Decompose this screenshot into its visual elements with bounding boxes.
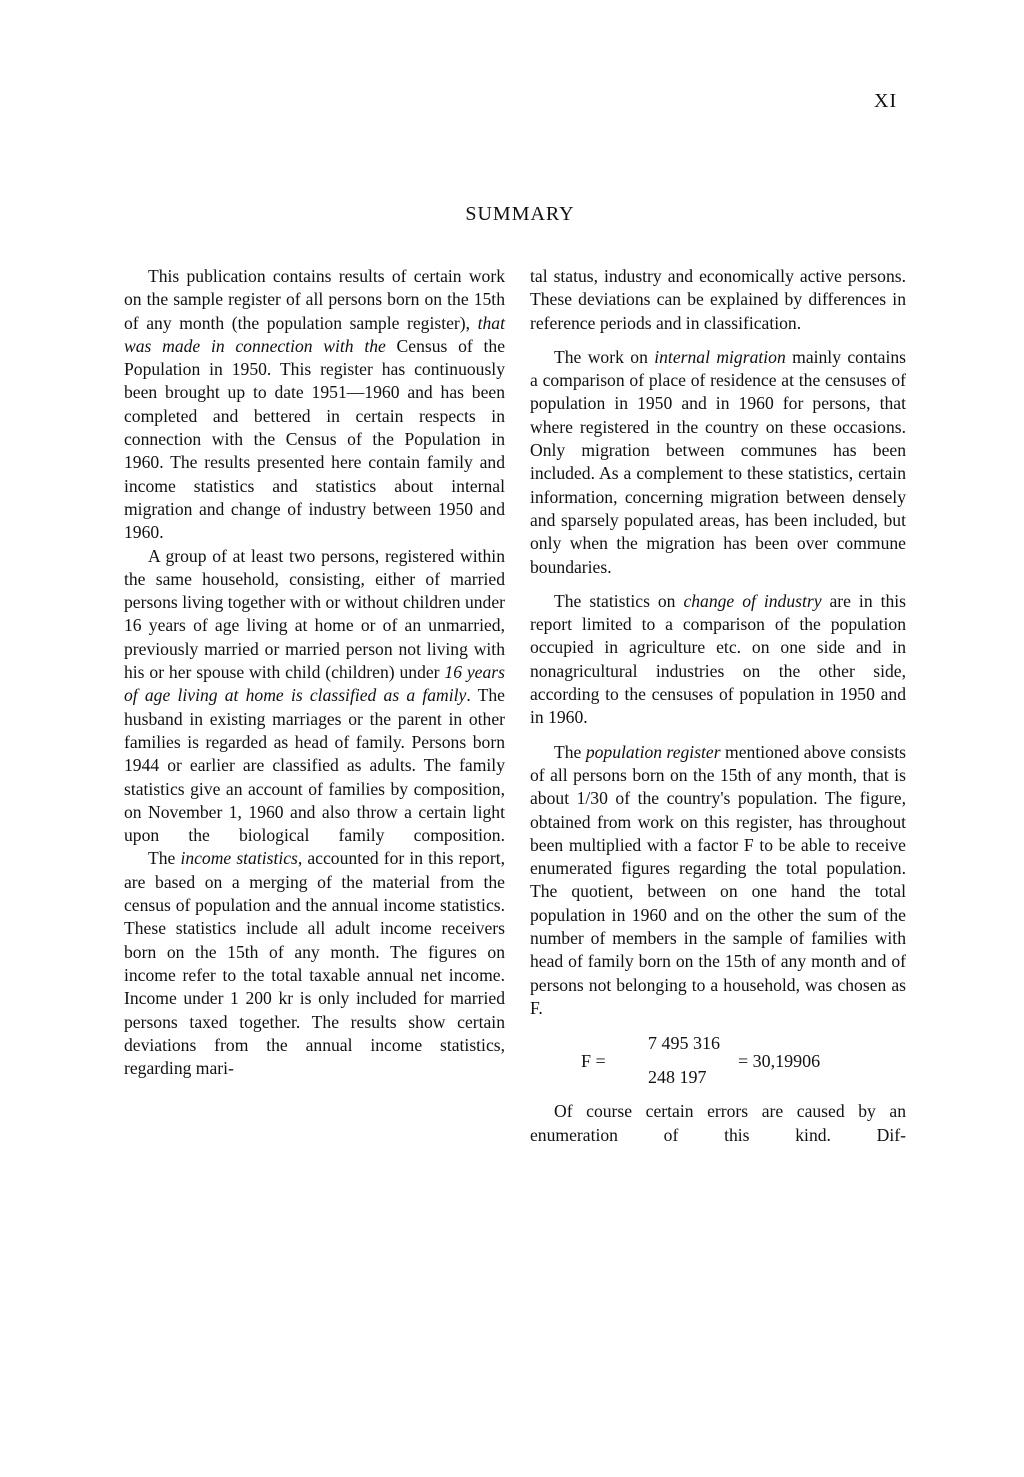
- text-run: The statistics on: [554, 590, 684, 611]
- text-run: mainly contains a comparison of place of residence at the censuses of population in 1950 and in 1960 for persons, that where registered in the country on these occasions. Only migration between communes has been included. As a complement to these statistics, certain information, concerning migration between densely and sparsely populated areas, has been included, but only when the migration has been over commune boundaries.: [530, 346, 907, 577]
- formula-result: = 30,19906: [738, 1051, 821, 1072]
- text-run: The: [148, 848, 181, 869]
- text-run: This publication contains results of certain work on the sample register of all persons born on the 15th of any month (the population sample register),: [124, 266, 505, 333]
- page-title: SUMMARY: [465, 203, 575, 225]
- italic-text: population register: [585, 741, 721, 762]
- text-run: , accounted for in this report, are based on a merging of the material from the census of population and the annual income statistics. These statistics include all adult income receivers born on the 15th of any month. The figures on income refer to the total taxable annual net income. Income under 1 200 kr is only included for married persons taxed together. The results show certain deviations from the annual income statistics, regarding mari-: [124, 848, 505, 1079]
- left-column: [124, 265, 505, 1080]
- text-run: mentioned above consists of all persons born on the 15th of any month, that is about 1/30 of the country's population. The figure, obtained from work on this register, has throughout been multiplied with a factor F to be able to receive enumerated figures regarding the total population. The quotient, between on one hand the total population in 1960 and on the other the sum of the number of members in the sample of families with head of family born on the 15th of any month and of persons not belonging to a household, was chosen as F.: [530, 741, 906, 1018]
- factor-formula: [530, 1032, 906, 1094]
- italic-text: income statistics: [180, 848, 298, 869]
- text-run: A group of at least two persons, registered within the same household, consisting, either of married persons living together with or without children under 16 years of age living at home or of an unmarried, previously married or married person not living with his or her spouse with child (children) under: [124, 545, 505, 683]
- paragraph-family: [124, 545, 505, 848]
- paragraph-closing: Of course certain errors are caused by an enumeration of this kind. Dif-: [530, 1101, 906, 1145]
- text-run: The: [554, 741, 586, 762]
- formula-numerator: 7 495 316: [648, 1033, 720, 1054]
- italic-text: family: [422, 685, 467, 706]
- italic-text: 16 years of age living at home is classified as a: [124, 662, 505, 706]
- paragraph-industry: [530, 590, 906, 730]
- text-run: The work on: [554, 346, 655, 367]
- text-run: are in this report limited to a comparison of the population occupied in agriculture etc. on one side and in nonagricultural industries on the other side, according to the censuses of population in 1950 and in 1960.: [530, 590, 906, 728]
- paragraph-migration: [530, 346, 906, 579]
- text-run: tal status, industry and economically active persons. These deviations can be explained by differences in reference periods and in classification.: [530, 266, 906, 333]
- formula-lhs: F =: [581, 1051, 606, 1072]
- paragraph-income-cont: [530, 265, 906, 335]
- paragraph-income: [124, 847, 505, 1080]
- paragraph-intro: [124, 265, 505, 545]
- italic-text: internal migration: [654, 346, 786, 367]
- page-number: XI: [874, 90, 898, 112]
- text-run: Census of the Population in 1950. This register has continuously been brought up to date 1951—1960 and has been completed and bettered in certain respects in connection with the Census of the Population in 1960. The results presented here contain family and income statistics and statistics about internal migration and change of industry between 1950 and 1960.: [124, 335, 506, 543]
- italic-text: that was made in connection with the: [124, 312, 505, 356]
- formula-denominator: 248 197: [648, 1067, 707, 1088]
- italic-text: change of industry: [683, 590, 822, 611]
- right-column: [530, 265, 906, 1147]
- text-run: . The husband in existing marriages or the parent in other families is regarded as head of family. Persons born 1944 or earlier are classified as adults. The family statistics give an account of families by composition, on November 1, 1960 and also throw a certain light upon the biological family composition.: [124, 685, 505, 846]
- paragraph-register: [530, 741, 906, 1021]
